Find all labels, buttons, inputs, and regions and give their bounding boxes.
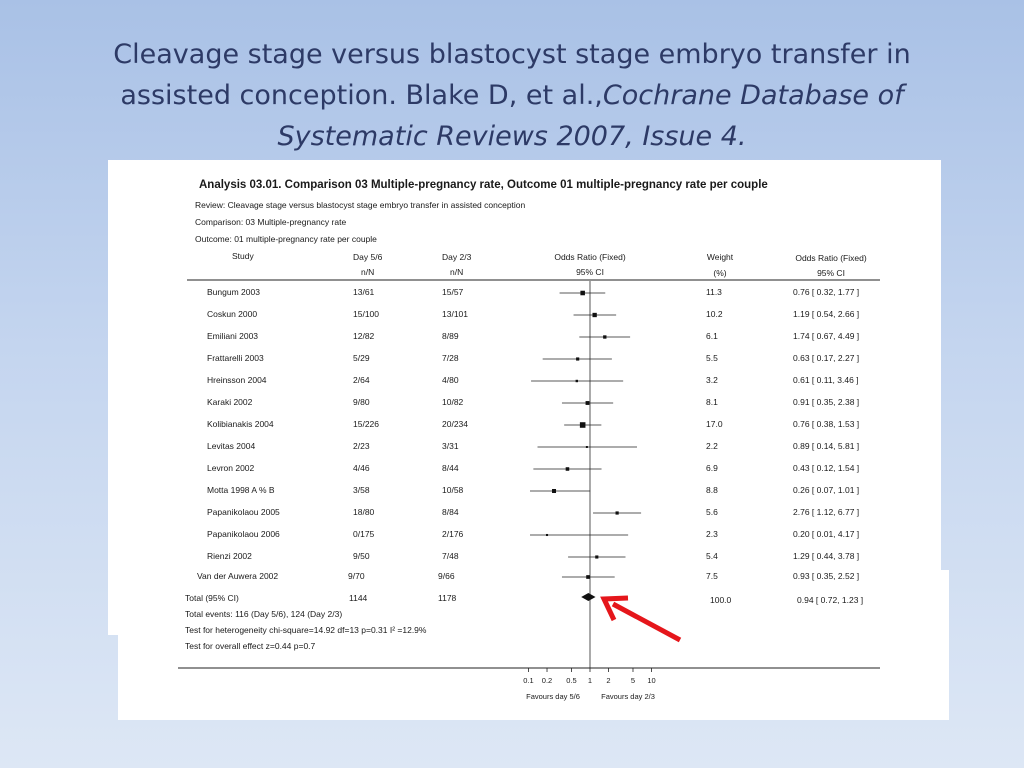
total-day56: 1144 [349, 593, 368, 603]
point-estimate [592, 313, 596, 317]
study-or-text: 1.19 [ 0.54, 2.66 ] [793, 309, 860, 319]
study-weight: 10.2 [706, 309, 723, 319]
study-day23: 10/58 [442, 485, 464, 495]
x-tick-label: 2 [606, 676, 611, 685]
study-name: Kolibianakis 2004 [207, 419, 274, 429]
study-day23: 10/82 [442, 397, 464, 407]
point-estimate [586, 575, 590, 579]
review-line: Review: Cleavage stage versus blastocyst stage embryo transfer in assisted conception [195, 200, 526, 210]
study-day23: 8/44 [442, 463, 459, 473]
point-estimate [603, 335, 606, 338]
point-estimate [552, 489, 556, 493]
study-name: Levron 2002 [207, 463, 255, 473]
study-name: Papanikolaou 2006 [207, 529, 280, 539]
title-plain: Cleavage stage versus blastocyst stage embryo transfer in assisted conception. Blake D, et al., [113, 39, 911, 111]
study-day56: 5/29 [353, 353, 370, 363]
study-row [207, 397, 859, 407]
study-row [207, 485, 859, 495]
study-day23: 7/48 [442, 551, 459, 561]
study-row [207, 463, 859, 473]
favours-right-label: Favours day 2/3 [601, 692, 655, 701]
study-or-text: 0.61 [ 0.11, 3.46 ] [793, 375, 859, 385]
study-day23: 13/101 [442, 309, 468, 319]
study-or-text: 1.74 [ 0.67, 4.49 ] [793, 331, 860, 341]
study-day56: 2/64 [353, 375, 370, 385]
study-day56: 15/226 [353, 419, 379, 429]
x-tick-label: 5 [630, 676, 636, 685]
study-or-text: 0.93 [ 0.35, 2.52 ] [793, 571, 860, 581]
study-weight: 8.1 [706, 397, 718, 407]
total-diamond [581, 593, 595, 601]
col-day23-sub: n/N [450, 267, 464, 277]
study-or-text: 0.43 [ 0.12, 1.54 ] [793, 463, 860, 473]
study-name: Levitas 2004 [207, 441, 256, 451]
study-row [207, 529, 859, 539]
study-rows [197, 287, 859, 581]
point-estimate [595, 555, 598, 558]
study-row [207, 353, 859, 363]
study-row [207, 507, 859, 517]
study-name: Bungum 2003 [207, 287, 260, 297]
study-or-text: 0.26 [ 0.07, 1.01 ] [793, 485, 860, 495]
study-name: Motta 1998 A % B [207, 485, 275, 495]
point-estimate [546, 534, 548, 536]
study-weight: 17.0 [706, 419, 723, 429]
col-day56: Day 5/6 [353, 252, 383, 262]
study-weight: 6.1 [706, 331, 718, 341]
study-day56: 4/46 [353, 463, 370, 473]
study-row [207, 419, 859, 429]
study-or-text: 0.20 [ 0.01, 4.17 ] [793, 529, 860, 539]
study-day23: 4/80 [442, 375, 459, 385]
col-or-sub: 95% CI [576, 267, 604, 277]
comparison-line: Comparison: 03 Multiple-pregnancy rate [195, 217, 347, 227]
study-day23: 9/66 [438, 571, 455, 581]
study-day56: 15/100 [353, 309, 379, 319]
study-day56: 0/175 [353, 529, 375, 539]
study-weight: 5.6 [706, 507, 718, 517]
col-weight-sub: (%) [713, 268, 727, 278]
study-day23: 8/84 [442, 507, 459, 517]
study-day23: 3/31 [442, 441, 459, 451]
study-day56: 9/70 [348, 571, 365, 581]
study-or-text: 0.63 [ 0.17, 2.27 ] [793, 353, 860, 363]
study-name: Emiliani 2003 [207, 331, 259, 341]
study-row [197, 571, 859, 581]
study-weight: 6.9 [706, 463, 718, 473]
study-day56: 12/82 [353, 331, 375, 341]
study-weight: 8.8 [706, 485, 718, 495]
study-name: Frattarelli 2003 [207, 353, 264, 363]
study-or-text: 1.29 [ 0.44, 3.78 ] [793, 551, 860, 561]
col-weight: Weight [706, 252, 734, 262]
total-day23: 1178 [438, 593, 457, 603]
study-name: Hreinsson 2004 [207, 375, 267, 385]
study-day23: 15/57 [442, 287, 464, 297]
point-estimate [566, 467, 570, 471]
study-day56: 3/58 [353, 485, 370, 495]
study-weight: 5.4 [706, 551, 718, 561]
study-row [207, 441, 859, 451]
point-estimate [576, 380, 578, 382]
title-citation: Cochrane Database of Systematic Reviews 2007, Issue 4. [277, 80, 904, 152]
arrow-shaft [613, 604, 680, 640]
point-estimate [586, 401, 590, 405]
study-day56: 18/80 [353, 507, 375, 517]
study-name: Papanikolaou 2005 [207, 507, 280, 517]
study-day23: 8/89 [442, 331, 459, 341]
col-or: Odds Ratio (Fixed) [554, 252, 626, 262]
study-or-text: 0.76 [ 0.32, 1.77 ] [793, 287, 860, 297]
annotation-arrow [604, 598, 680, 640]
footer-overall-effect: Test for overall effect z=0.44 p=0.7 [185, 641, 316, 651]
study-name: Rienzi 2002 [207, 551, 252, 561]
analysis-heading: Analysis 03.01. Comparison 03 Multiple-pregnancy rate, Outcome 01 multiple-pregnancy rate per couple [199, 179, 768, 191]
point-estimate [580, 291, 585, 296]
study-day56: 13/61 [353, 287, 375, 297]
study-or-text: 0.76 [ 0.38, 1.53 ] [793, 419, 860, 429]
col-study: Study [232, 251, 254, 261]
study-or-text: 0.89 [ 0.14, 5.81 ] [793, 441, 860, 451]
study-day56: 9/50 [353, 551, 370, 561]
study-or-text: 2.76 [ 1.12, 6.77 ] [793, 507, 860, 517]
total-label: Total (95% CI) [185, 593, 239, 603]
total-or-text: 0.94 [ 0.72, 1.23 ] [797, 595, 864, 605]
footer-heterogeneity: Test for heterogeneity chi-square=14.92 df=13 p=0.31 I² =12.9% [185, 625, 427, 635]
study-row [207, 309, 859, 319]
point-estimate [580, 422, 586, 428]
total-row [185, 593, 863, 605]
study-row [207, 375, 859, 385]
study-weight: 7.5 [706, 571, 718, 581]
study-weight: 5.5 [706, 353, 718, 363]
study-day23: 2/176 [442, 529, 464, 539]
col-or2-sub: 95% CI [817, 268, 845, 278]
x-tick-label: 0.1 [523, 676, 534, 685]
study-name: Coskun 2000 [207, 309, 258, 319]
point-estimate [616, 511, 619, 514]
x-axis-ticks [523, 668, 655, 685]
x-tick-label: 0.2 [541, 676, 553, 685]
point-estimate [576, 357, 579, 360]
study-row [207, 551, 859, 561]
study-weight: 2.2 [706, 441, 718, 451]
col-or2: Odds Ratio (Fixed) [795, 253, 867, 263]
outcome-line: Outcome: 01 multiple-pregnancy rate per couple [195, 234, 377, 244]
col-day56-sub: n/N [361, 267, 375, 277]
footer-events: Total events: 116 (Day 5/6), 124 (Day 2/3) [185, 609, 343, 619]
study-row [207, 287, 859, 297]
study-name: Karaki 2002 [207, 397, 253, 407]
study-weight: 3.2 [706, 375, 718, 385]
study-day56: 2/23 [353, 441, 370, 451]
study-day23: 20/234 [442, 419, 468, 429]
study-or-text: 0.91 [ 0.35, 2.38 ] [793, 397, 860, 407]
favours-left-label: Favours day 5/6 [526, 692, 580, 701]
point-estimate [586, 446, 588, 448]
study-name: Van der Auwera 2002 [197, 571, 279, 581]
x-tick-label: 1 [587, 676, 593, 685]
study-row [207, 331, 859, 341]
col-day23: Day 2/3 [442, 252, 472, 262]
study-day56: 9/80 [353, 397, 370, 407]
study-day23: 7/28 [442, 353, 459, 363]
study-weight: 2.3 [706, 529, 718, 539]
x-tick-label: 0.5 [566, 676, 577, 685]
total-weight: 100.0 [710, 595, 732, 605]
x-tick-label: 10 [647, 676, 656, 685]
study-weight: 11.3 [706, 287, 722, 297]
